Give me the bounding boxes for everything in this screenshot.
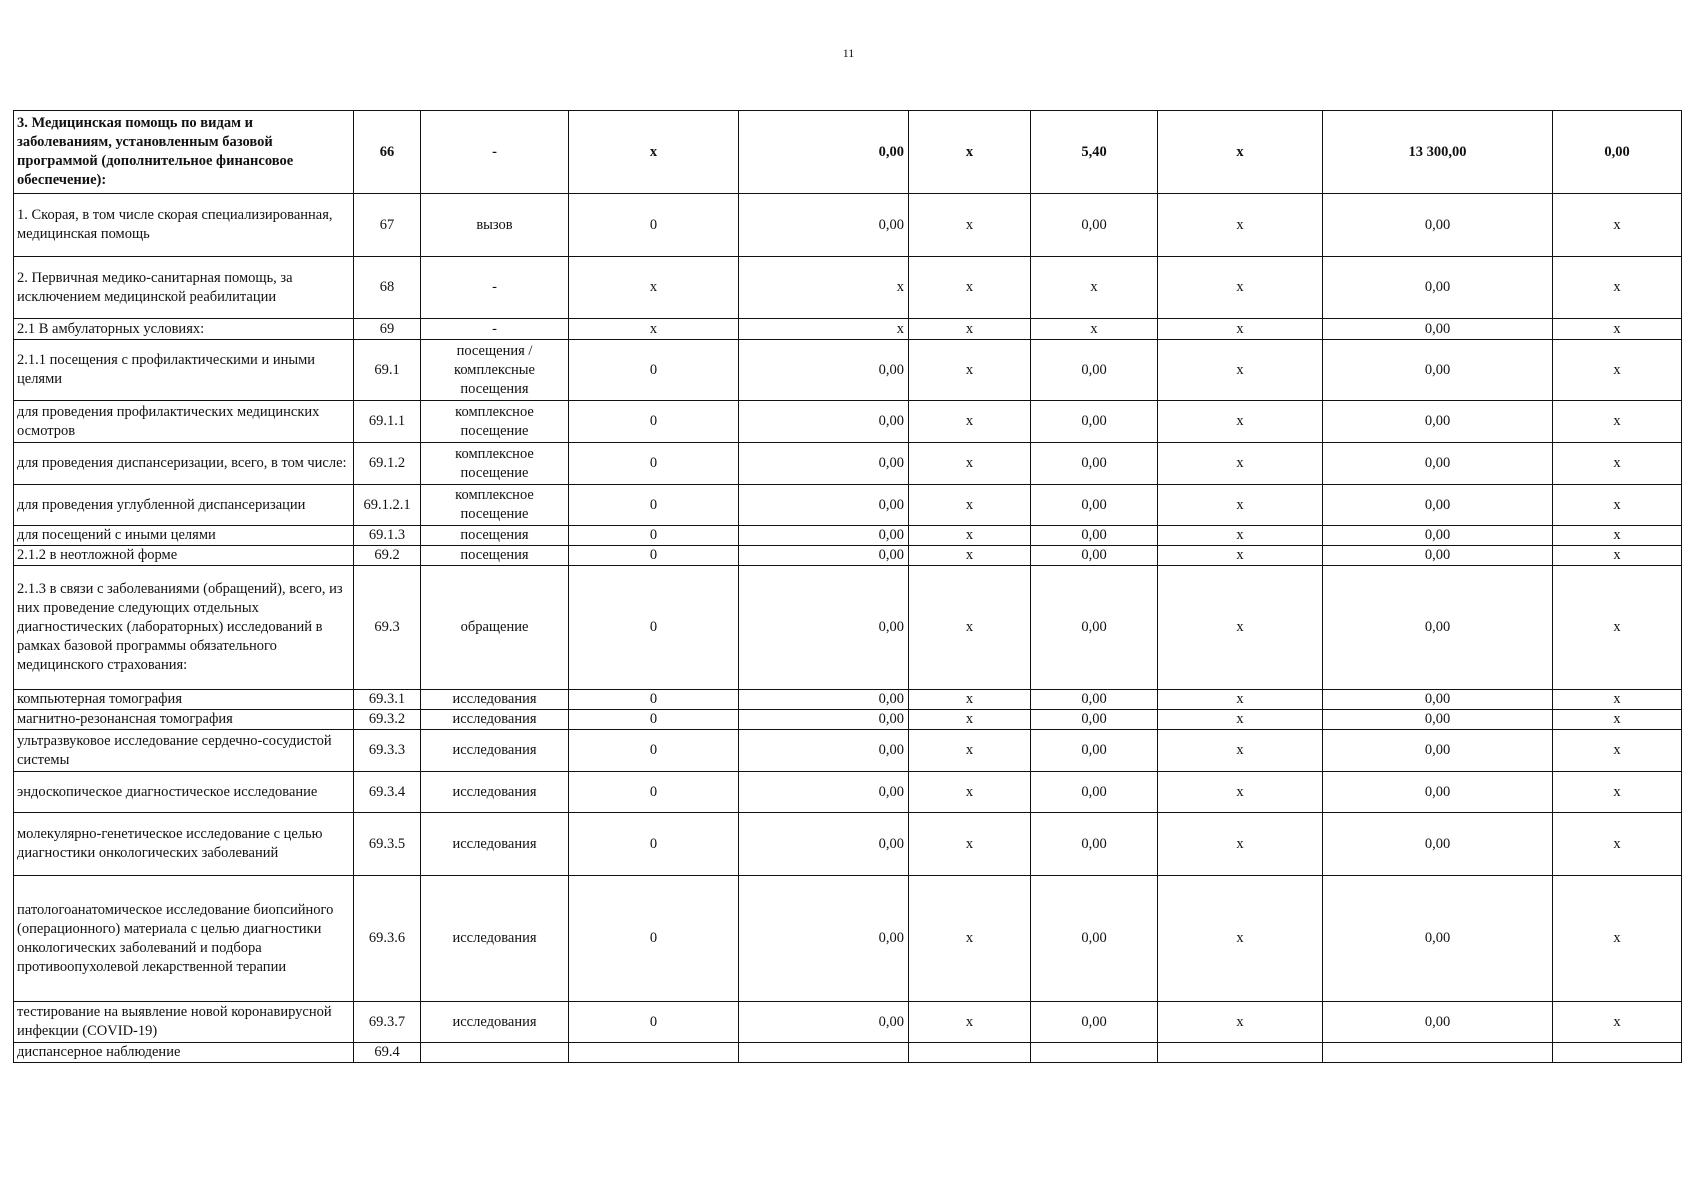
value-cell: x — [1158, 730, 1323, 772]
table-row — [14, 566, 1682, 690]
row-code-cell: 66 — [354, 111, 421, 194]
table-row — [14, 257, 1682, 319]
row-name-cell: для проведения углубленной диспансеризации — [14, 485, 354, 526]
row-unit-cell: исследования — [421, 690, 569, 710]
value-cell: x — [909, 319, 1031, 340]
value-cell: 0 — [569, 546, 739, 566]
value-cell: x — [909, 401, 1031, 443]
value-cell: 0,00 — [739, 401, 909, 443]
value-cell: x — [1158, 710, 1323, 730]
value-cell: 0,00 — [1031, 690, 1158, 710]
value-cell: x — [1158, 690, 1323, 710]
row-name-cell: эндоскопическое диагностическое исследование — [14, 772, 354, 813]
value-cell: 0 — [569, 485, 739, 526]
value-cell: 0 — [569, 194, 739, 257]
value-cell: x — [909, 443, 1031, 485]
row-name-cell: для проведения профилактических медицинских осмотров — [14, 401, 354, 443]
value-cell: x — [1158, 401, 1323, 443]
value-cell — [1553, 1043, 1682, 1063]
row-name-cell: 3. Медицинская помощь по видам и заболеваниям, установленным базовой программой (дополнительное финансовое обеспечение): — [14, 111, 354, 194]
value-cell: x — [1553, 813, 1682, 876]
value-cell: 0 — [569, 710, 739, 730]
value-cell: x — [1553, 730, 1682, 772]
value-cell: 0,00 — [1031, 710, 1158, 730]
table-row — [14, 111, 1682, 194]
value-cell: x — [1553, 772, 1682, 813]
row-name-cell: патологоанатомическое исследование биопсийного (операционного) материала с целью диагностики онкологических заболеваний и подбора противоопухолевой лекарственной терапии — [14, 876, 354, 1002]
value-cell: 0,00 — [739, 194, 909, 257]
row-unit-cell: исследования — [421, 710, 569, 730]
row-name-cell: диспансерное наблюдение — [14, 1043, 354, 1063]
value-cell: 0,00 — [1323, 566, 1553, 690]
table-row — [14, 485, 1682, 526]
value-cell: x — [1158, 485, 1323, 526]
table-row — [14, 1002, 1682, 1043]
value-cell: 0,00 — [1323, 772, 1553, 813]
value-cell: 0,00 — [739, 690, 909, 710]
row-code-cell: 69.1 — [354, 340, 421, 401]
value-cell: 0,00 — [1031, 526, 1158, 546]
value-cell: 0,00 — [1323, 710, 1553, 730]
value-cell: 0 — [569, 401, 739, 443]
row-name-cell: магнитно-резонансная томография — [14, 710, 354, 730]
value-cell: 0,00 — [1031, 443, 1158, 485]
row-name-cell: молекулярно-генетическое исследование с целью диагностики онкологических заболеваний — [14, 813, 354, 876]
row-name-cell: компьютерная томография — [14, 690, 354, 710]
value-cell: 0,00 — [1031, 772, 1158, 813]
value-cell: 0,00 — [1031, 730, 1158, 772]
value-cell: x — [909, 111, 1031, 194]
value-cell: 0,00 — [739, 813, 909, 876]
table-row — [14, 340, 1682, 401]
row-name-cell: 1. Скорая, в том числе скорая специализированная, медицинская помощь — [14, 194, 354, 257]
value-cell: 0,00 — [1031, 485, 1158, 526]
value-cell: x — [1031, 257, 1158, 319]
value-cell: 0 — [569, 690, 739, 710]
table-row — [14, 401, 1682, 443]
row-code-cell: 69.3 — [354, 566, 421, 690]
row-unit-cell: вызов — [421, 194, 569, 257]
row-code-cell: 68 — [354, 257, 421, 319]
value-cell: 0 — [569, 772, 739, 813]
row-code-cell: 69.1.2.1 — [354, 485, 421, 526]
value-cell: x — [1158, 813, 1323, 876]
row-name-cell: 2. Первичная медико-санитарная помощь, за исключением медицинской реабилитации — [14, 257, 354, 319]
value-cell: 0,00 — [1031, 566, 1158, 690]
row-unit-cell: - — [421, 319, 569, 340]
table-row — [14, 443, 1682, 485]
value-cell: x — [1553, 194, 1682, 257]
value-cell: 0,00 — [1031, 194, 1158, 257]
row-unit-cell: исследования — [421, 730, 569, 772]
row-code-cell: 69.2 — [354, 546, 421, 566]
value-cell: 0,00 — [1323, 546, 1553, 566]
value-cell: x — [1553, 690, 1682, 710]
value-cell: 0,00 — [1323, 526, 1553, 546]
value-cell: 0,00 — [1553, 111, 1682, 194]
row-code-cell: 69.3.2 — [354, 710, 421, 730]
value-cell: x — [909, 546, 1031, 566]
value-cell: x — [1158, 443, 1323, 485]
value-cell: 0,00 — [739, 485, 909, 526]
value-cell: 0,00 — [1031, 546, 1158, 566]
row-unit-cell: исследования — [421, 1002, 569, 1043]
value-cell: x — [1158, 546, 1323, 566]
page-number: 11 — [842, 46, 855, 60]
table-body — [14, 111, 1682, 1063]
row-unit-cell — [421, 1043, 569, 1063]
value-cell: x — [1158, 1002, 1323, 1043]
value-cell: x — [909, 772, 1031, 813]
row-unit-cell: обращение — [421, 566, 569, 690]
value-cell: x — [1553, 485, 1682, 526]
table-row — [14, 772, 1682, 813]
value-cell — [1158, 1043, 1323, 1063]
row-unit-cell: комплексное посещение — [421, 401, 569, 443]
value-cell: x — [909, 526, 1031, 546]
value-cell: x — [1553, 546, 1682, 566]
table-row — [14, 194, 1682, 257]
value-cell: x — [909, 257, 1031, 319]
value-cell: 0 — [569, 876, 739, 1002]
row-code-cell: 69.3.3 — [354, 730, 421, 772]
row-unit-cell: комплексное посещение — [421, 485, 569, 526]
value-cell: 0,00 — [1323, 485, 1553, 526]
value-cell: 0,00 — [1323, 690, 1553, 710]
value-cell: x — [1553, 876, 1682, 1002]
value-cell: x — [1553, 443, 1682, 485]
value-cell: x — [1553, 566, 1682, 690]
value-cell — [569, 1043, 739, 1063]
funding-table — [13, 110, 1682, 1063]
value-cell: 0,00 — [739, 111, 909, 194]
row-unit-cell: посещения / комплексные посещения — [421, 340, 569, 401]
value-cell: 0 — [569, 526, 739, 546]
value-cell: x — [909, 194, 1031, 257]
value-cell: x — [739, 257, 909, 319]
row-unit-cell: комплексное посещение — [421, 443, 569, 485]
row-code-cell: 69.3.6 — [354, 876, 421, 1002]
row-name-cell: для проведения диспансеризации, всего, в том числе: — [14, 443, 354, 485]
table-row — [14, 813, 1682, 876]
value-cell: 0,00 — [739, 340, 909, 401]
row-code-cell: 69.3.7 — [354, 1002, 421, 1043]
value-cell: 0,00 — [1323, 257, 1553, 319]
value-cell: x — [1158, 194, 1323, 257]
value-cell: x — [1158, 257, 1323, 319]
row-unit-cell: посещения — [421, 526, 569, 546]
value-cell: 0,00 — [1323, 401, 1553, 443]
row-unit-cell: исследования — [421, 876, 569, 1002]
value-cell: x — [1553, 401, 1682, 443]
value-cell: 0,00 — [739, 566, 909, 690]
value-cell: 0,00 — [1323, 813, 1553, 876]
value-cell: 0,00 — [1323, 1002, 1553, 1043]
row-code-cell: 69.3.4 — [354, 772, 421, 813]
value-cell: 0,00 — [1031, 340, 1158, 401]
value-cell: 0,00 — [739, 526, 909, 546]
value-cell: x — [1158, 876, 1323, 1002]
row-name-cell: тестирование на выявление новой коронавирусной инфекции (COVID-19) — [14, 1002, 354, 1043]
value-cell: x — [909, 710, 1031, 730]
value-cell: 0,00 — [739, 772, 909, 813]
value-cell — [1031, 1043, 1158, 1063]
value-cell — [909, 1043, 1031, 1063]
row-name-cell: 2.1.2 в неотложной форме — [14, 546, 354, 566]
value-cell: x — [1553, 1002, 1682, 1043]
row-name-cell: ультразвуковое исследование сердечно-сосудистой системы — [14, 730, 354, 772]
row-code-cell: 69.1.3 — [354, 526, 421, 546]
table-row — [14, 876, 1682, 1002]
row-name-cell: для посещений с иными целями — [14, 526, 354, 546]
value-cell: 0,00 — [1323, 319, 1553, 340]
value-cell: 13 300,00 — [1323, 111, 1553, 194]
value-cell: x — [1158, 319, 1323, 340]
row-code-cell: 69.3.1 — [354, 690, 421, 710]
value-cell: x — [909, 813, 1031, 876]
row-code-cell: 69 — [354, 319, 421, 340]
value-cell: 0,00 — [1031, 401, 1158, 443]
value-cell: 0,00 — [739, 730, 909, 772]
value-cell: 0,00 — [739, 443, 909, 485]
value-cell: 5,40 — [1031, 111, 1158, 194]
value-cell: x — [569, 257, 739, 319]
row-unit-cell: - — [421, 111, 569, 194]
value-cell: 0,00 — [1323, 876, 1553, 1002]
value-cell: 0,00 — [1323, 443, 1553, 485]
row-code-cell: 69.1.2 — [354, 443, 421, 485]
value-cell: 0,00 — [1323, 730, 1553, 772]
value-cell: 0 — [569, 813, 739, 876]
row-unit-cell: посещения — [421, 546, 569, 566]
value-cell: x — [1158, 772, 1323, 813]
row-name-cell: 2.1.1 посещения с профилактическими и иными целями — [14, 340, 354, 401]
value-cell: x — [1553, 526, 1682, 546]
value-cell: x — [569, 111, 739, 194]
value-cell — [1323, 1043, 1553, 1063]
value-cell: x — [1158, 340, 1323, 401]
row-code-cell: 69.4 — [354, 1043, 421, 1063]
row-unit-cell: - — [421, 257, 569, 319]
value-cell: x — [909, 876, 1031, 1002]
row-name-cell: 2.1 В амбулаторных условиях: — [14, 319, 354, 340]
value-cell: 0,00 — [1323, 340, 1553, 401]
value-cell: 0,00 — [739, 1002, 909, 1043]
value-cell: x — [569, 319, 739, 340]
value-cell — [739, 1043, 909, 1063]
row-name-cell: 2.1.3 в связи с заболеваниями (обращений), всего, из них проведение следующих отдельных диагностических (лабораторных) исследований в рамках базовой программы обязательного медицинского страхования: — [14, 566, 354, 690]
value-cell: 0,00 — [739, 710, 909, 730]
value-cell: x — [1158, 111, 1323, 194]
table-row — [14, 319, 1682, 340]
row-code-cell: 69.3.5 — [354, 813, 421, 876]
value-cell: x — [1031, 319, 1158, 340]
row-unit-cell: исследования — [421, 813, 569, 876]
row-unit-cell: исследования — [421, 772, 569, 813]
value-cell: x — [909, 340, 1031, 401]
value-cell: 0,00 — [1031, 813, 1158, 876]
table-row — [14, 710, 1682, 730]
value-cell: 0,00 — [1031, 876, 1158, 1002]
table-row — [14, 526, 1682, 546]
value-cell: 0,00 — [739, 546, 909, 566]
value-cell: 0 — [569, 340, 739, 401]
value-cell: x — [1553, 710, 1682, 730]
value-cell: x — [1553, 340, 1682, 401]
value-cell: x — [1158, 566, 1323, 690]
value-cell: 0,00 — [1323, 194, 1553, 257]
value-cell: x — [909, 730, 1031, 772]
value-cell: x — [1553, 319, 1682, 340]
table-row — [14, 1043, 1682, 1063]
value-cell: x — [909, 485, 1031, 526]
row-code-cell: 69.1.1 — [354, 401, 421, 443]
value-cell: 0 — [569, 443, 739, 485]
value-cell: x — [909, 1002, 1031, 1043]
table-row — [14, 730, 1682, 772]
row-code-cell: 67 — [354, 194, 421, 257]
value-cell: x — [1158, 526, 1323, 546]
value-cell: 0 — [569, 730, 739, 772]
value-cell: 0 — [569, 566, 739, 690]
value-cell: 0,00 — [739, 876, 909, 1002]
value-cell: x — [1553, 257, 1682, 319]
value-cell: x — [739, 319, 909, 340]
value-cell: 0 — [569, 1002, 739, 1043]
table-row — [14, 546, 1682, 566]
table-row — [14, 690, 1682, 710]
value-cell: x — [909, 690, 1031, 710]
value-cell: 0,00 — [1031, 1002, 1158, 1043]
value-cell: x — [909, 566, 1031, 690]
